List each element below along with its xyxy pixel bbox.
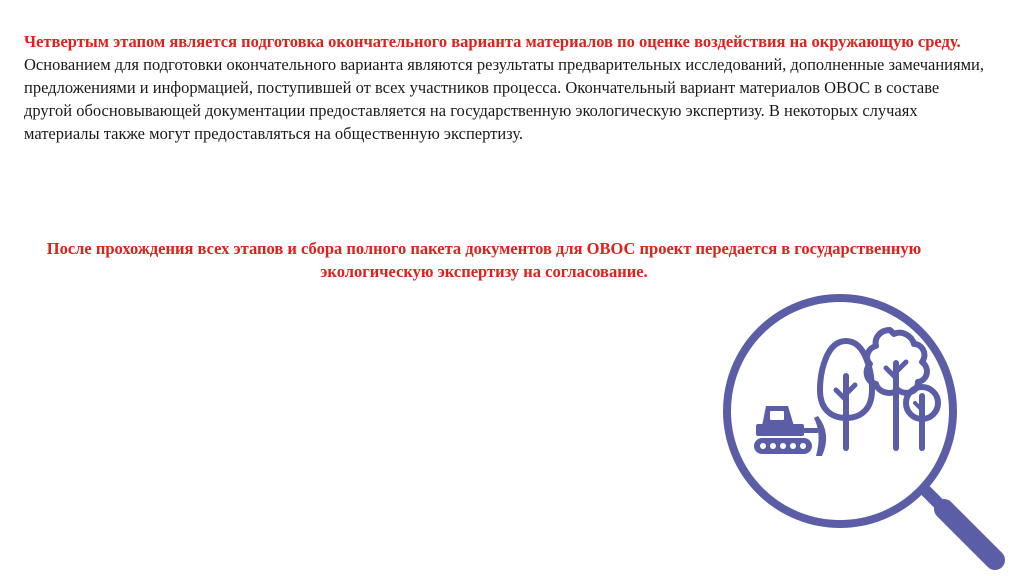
body-paragraph: Основанием для подготовки окончательного варианта являются результаты предварительных исследований, дополненные замечаниями, предложениями и информацией, поступившей от всех участников процесса. Окончательный вариант материалов ОВОС в составе другой обосновывающей документации предоставляется на государственную экологическую экспертизу. В некоторых случаях материалы также могут предоставляться на общественную экспертизу. bbox=[24, 55, 984, 143]
magnifier-trees-bulldozer-icon bbox=[718, 278, 1018, 574]
conclusion-text: После прохождения всех этапов и сбора полного пакета документов для ОВОС проект передается в государственную экологическую экспертизу на согласование. bbox=[46, 239, 922, 281]
lead-heading: Четвертым этапом является подготовка окончательного варианта материалов по оценке воздействия на окружающую среду. bbox=[24, 32, 961, 51]
text-block bbox=[24, 30, 984, 145]
